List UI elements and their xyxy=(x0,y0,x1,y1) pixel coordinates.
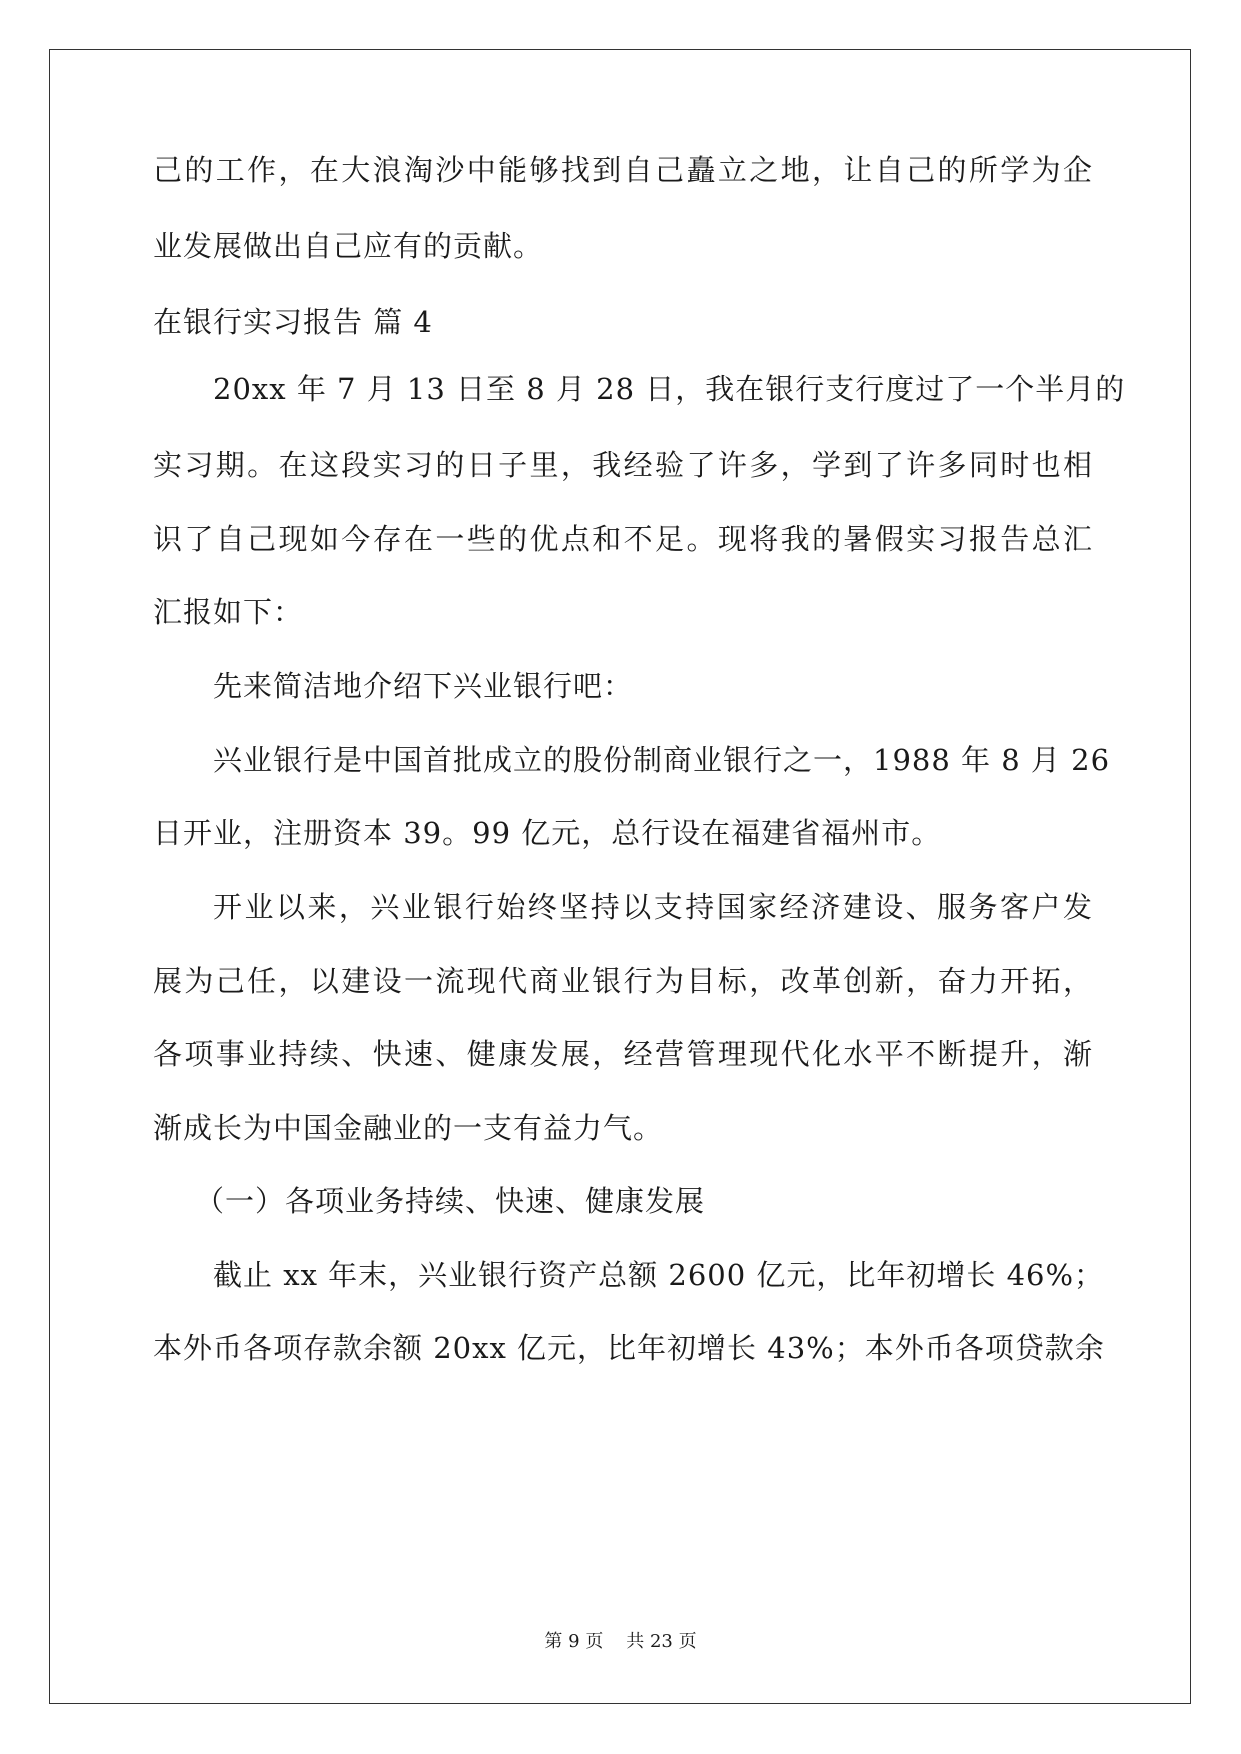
paragraph-line: 汇报如下： xyxy=(153,595,304,629)
subsection-heading: （一）各项业务持续、快速、健康发展 xyxy=(195,1184,706,1218)
paragraph-line: 展为己任，以建设一流现代商业银行为目标，改革创新，奋力开拓， xyxy=(153,964,1093,998)
paragraph-line: 渐成长为中国金融业的一支有益力气。 xyxy=(153,1111,664,1145)
page-number: 第 9 页 xyxy=(544,1631,604,1652)
paragraph-line: 截止 xx 年末，兴业银行资产总额 2600 亿元，比年初增长 46%； xyxy=(213,1258,1105,1292)
paragraph-line: 开业以来，兴业银行始终坚持以支持国家经济建设、服务客户发 xyxy=(213,890,1093,924)
paragraph-line: 己的工作，在大浪淘沙中能够找到自己矗立之地，让自己的所学为企 xyxy=(153,153,1093,187)
page-border xyxy=(49,49,1191,1704)
paragraph-line: 业发展做出自己应有的贡献。 xyxy=(153,229,544,263)
paragraph-line: 日开业，注册资本 39。99 亿元，总行设在福建省福州市。 xyxy=(153,816,942,850)
page-total: 共 23 页 xyxy=(626,1631,697,1652)
section-heading: 在银行实习报告 篇 4 xyxy=(153,305,433,339)
paragraph-line: 先来简洁地介绍下兴业银行吧： xyxy=(213,669,634,703)
page-footer xyxy=(0,1630,1241,1654)
paragraph-line: 各项事业持续、快速、健康发展，经营管理现代化水平不断提升，渐 xyxy=(153,1037,1093,1071)
paragraph-line: 识了自己现如今存在一些的优点和不足。现将我的暑假实习报告总汇 xyxy=(153,522,1093,556)
paragraph-line: 实习期。在这段实习的日子里，我经验了许多，学到了许多同时也相 xyxy=(153,448,1093,482)
paragraph-line: 兴业银行是中国首批成立的股份制商业银行之一，1988 年 8 月 26 xyxy=(213,743,1111,777)
paragraph-line: 20xx 年 7 月 13 日至 8 月 28 日，我在银行支行度过了一个半月的 xyxy=(213,372,1126,406)
paragraph-line: 本外币各项存款余额 20xx 亿元，比年初增长 43%；本外币各项贷款余 xyxy=(153,1331,1105,1365)
